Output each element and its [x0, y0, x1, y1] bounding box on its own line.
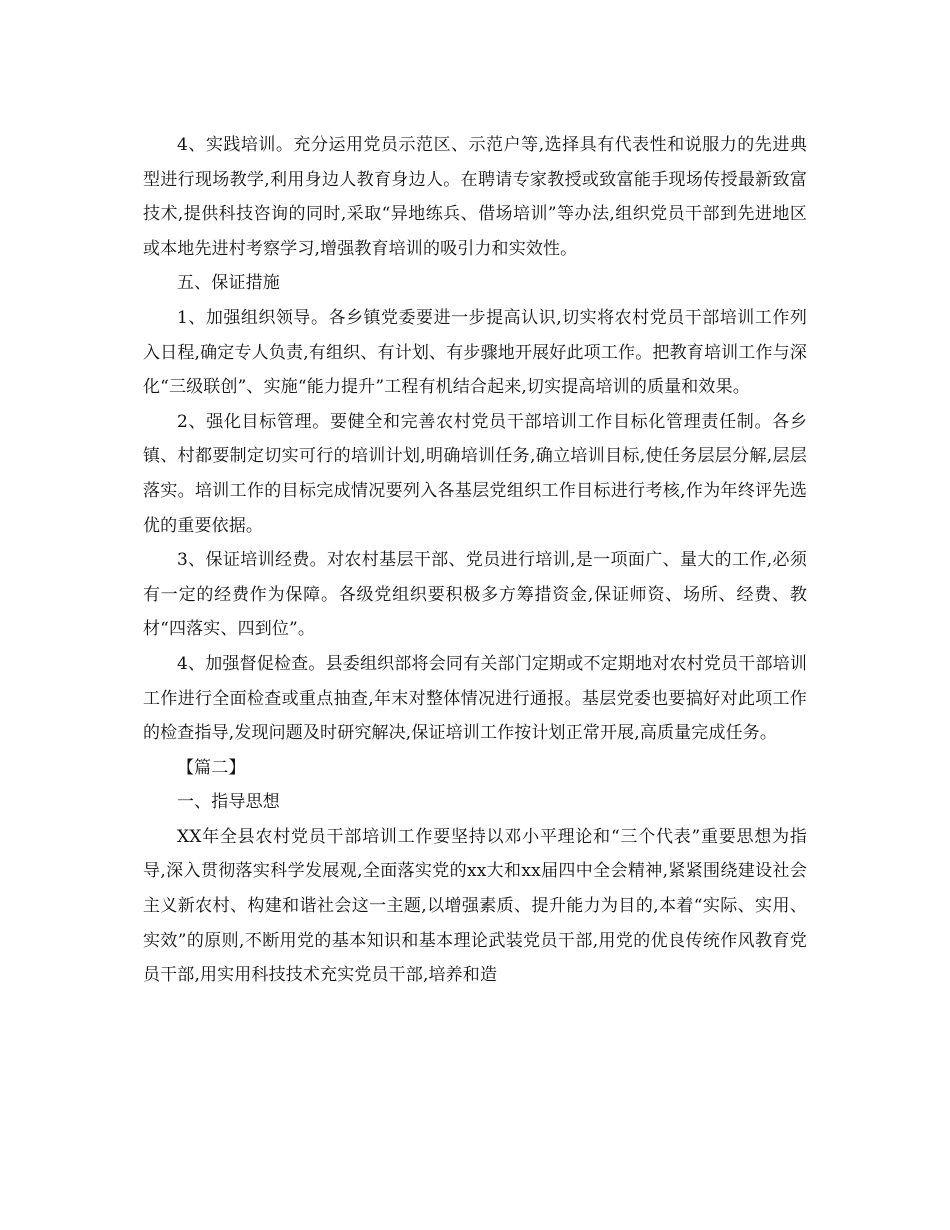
section-heading-part-two: 【篇二】 [177, 757, 246, 778]
paragraph-supervision-inspection: 4、加强督促检查。县委组织部将会同有关部门定期或不定期地对农村党员干部培训工作进行全面检查或重点抽查,年末对整体情况进行通报。基层党委也要搞好对此项工作的检查指导,发现问题及时研究解决,保证培训工作按计划正常开展,高质量完成任务。 [143, 653, 807, 744]
paragraph-practice-training: 4、实践培训。充分运用党员示范区、示范户等,选择具有代表性和说服力的先进典型进行现场教学,利用身边人教育身边人。在聘请专家教授或致富能手现场传授最新致富技术,提供科技咨询的同时,采取“异地练兵、借场培训”等办法,组织党员干部到先进地区或本地先进村考察学习,增强教育培训的吸引力和实效性。 [143, 135, 807, 259]
section-heading-guarantee-measures: 五、保证措施 [177, 273, 280, 294]
paragraph-guiding-ideology-body: XX年全县农村党员干部培训工作要坚持以邓小平理论和“三个代表”重要思想为指导,深入贯彻落实科学发展观,全面落实党的xx大和xx届四中全会精神,紧紧围绕建设社会主义新农村、构建和谐社会这一主题,以增强素质、提升能力为目的,本着“实际、实用、实效”的原则,不断用党的基本知识和基本理论武装党员干部,用党的优良传统作风教育党员干部,用实用科技技术充实党员干部,培养和造 [143, 826, 807, 986]
section-heading-guiding-ideology: 一、指导思想 [177, 792, 280, 813]
paragraph-training-funding: 3、保证培训经费。对农村基层干部、党员进行培训,是一项面广、量大的工作,必须有一定的经费作为保障。各级党组织要积极多方筹措资金,保证师资、场所、经费、教材“四落实、四到位”。 [143, 550, 807, 640]
paragraph-organization-leadership: 1、加强组织领导。各乡镇党委要进一步提高认识,切实将农村党员干部培训工作列入日程,确定专人负责,有组织、有计划、有步骤地开展好此项工作。把教育培训工作与深化“三级联创”、实施“能力提升”工程有机结合起来,切实提高培训的质量和效果。 [143, 307, 807, 398]
paragraph-target-management: 2、强化目标管理。要健全和完善农村党员干部培训工作目标化管理责任制。各乡镇、村都要制定切实可行的培训计划,明确培训任务,确立培训目标,使任务层层分解,层层落实。培训工作的目标完成情况要列入各基层党组织工作目标进行考核,作为年终评先选优的重要依据。 [143, 411, 807, 536]
document-body [143, 128, 807, 993]
